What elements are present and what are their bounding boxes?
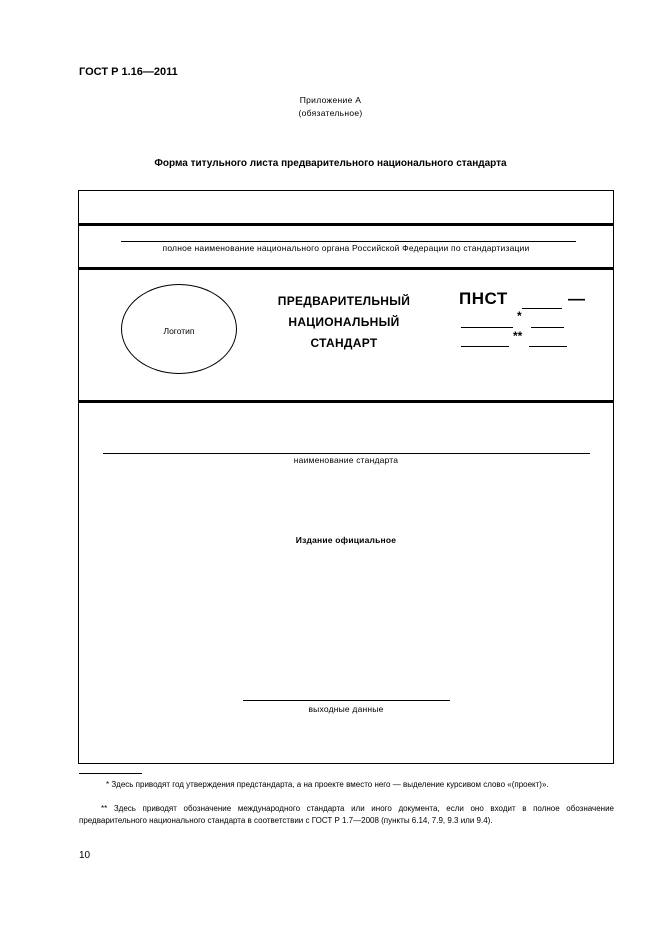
standard-name-line: [103, 453, 590, 454]
page-number: 10: [79, 850, 91, 861]
footnote-1: * Здесь приводят год утверждения предстандарта, а на проекте вместо него — выделение курсивом слово «(проект)».: [106, 780, 549, 789]
appendix-status: (обязательное): [298, 108, 363, 118]
standard-type-line-3: СТАНДАРТ: [310, 336, 378, 350]
footnote-2: ** Здесь приводят обозначение международного стандарта или иного документа, если оно входит в полное обозначение предварительного национального стандарта в соответствии с ГОСТ Р 1.7—2008 (пункты 6.14, 7.9, 9.3 или 9.4).: [79, 804, 614, 825]
org-caption: полное наименование национального органа Российской Федерации по стандартизации: [162, 243, 530, 253]
intl-line-left: [461, 346, 509, 347]
designation-prefix: ПНСТ: [459, 289, 508, 308]
footnote-separator: [79, 773, 142, 774]
year-line-left: [461, 327, 513, 328]
edition-label: Издание официальное: [295, 535, 397, 545]
title-page-frame: [78, 190, 614, 764]
form-title: Форма титульного листа предварительного национального стандарта: [154, 158, 507, 169]
footnote-marker-2: **: [513, 329, 523, 343]
divider-top: [79, 223, 613, 226]
appendix-title: Приложение А: [299, 95, 362, 105]
designation-dash: —: [568, 289, 585, 308]
standard-type-line-2: НАЦИОНАЛЬНЫЙ: [288, 315, 400, 329]
imprint-line: [243, 700, 450, 701]
org-name-line: [121, 241, 576, 242]
intl-line-right: [529, 346, 567, 347]
year-line-right: [531, 327, 564, 328]
document-header: ГОСТ Р 1.16—2011: [79, 66, 178, 78]
standard-name-caption: наименование стандарта: [293, 455, 399, 465]
designation-number-line: [522, 308, 562, 309]
standard-type-line-1: ПРЕДВАРИТЕЛЬНЫЙ: [277, 294, 411, 308]
divider-lower: [79, 400, 613, 403]
imprint-caption: выходные данные: [308, 704, 384, 714]
footnote-marker-1: *: [517, 309, 522, 323]
logo-label: Логотип: [163, 326, 195, 336]
divider-middle: [79, 267, 613, 270]
